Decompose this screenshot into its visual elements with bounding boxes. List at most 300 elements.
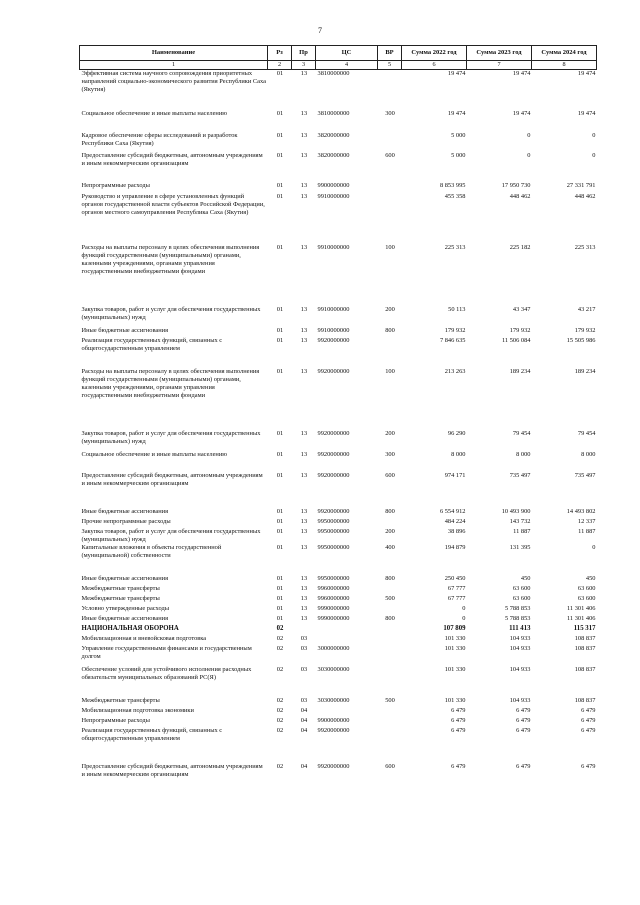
row-vr — [378, 472, 402, 508]
row-rz-text: 01 — [276, 367, 284, 375]
row-name-text: Иные бюджетные ассигнования — [81, 507, 169, 515]
row-sum-2023-text: 0 — [527, 131, 531, 139]
row-sum-2023 — [467, 645, 532, 666]
row-rz — [268, 585, 292, 595]
row-pr — [292, 327, 316, 337]
row-sum-2023 — [467, 666, 532, 697]
row-sum-2023 — [467, 132, 532, 152]
row-rz — [268, 368, 292, 430]
row-cs-text: 9910000000 — [317, 326, 350, 334]
row-rz-text: 01 — [276, 574, 284, 582]
row-name-text: НАЦИОНАЛЬНАЯ ОБОРОНА — [81, 624, 179, 632]
row-vr-text: 100 — [385, 367, 395, 375]
row-cs — [316, 182, 378, 193]
row-vr-text: 600 — [385, 471, 395, 479]
row-vr-text: 400 — [385, 543, 395, 551]
row-sum-2022-text: 6 479 — [451, 716, 466, 724]
row-sum-2022 — [402, 508, 467, 518]
row-sum-2023-text: 19 474 — [512, 70, 531, 77]
row-vr-text: 800 — [385, 326, 395, 334]
row-cs-text: 9950000000 — [317, 574, 350, 582]
row-cs — [316, 727, 378, 763]
row-vr — [378, 605, 402, 615]
column-number: 8 — [532, 61, 597, 70]
row-rz-text: 01 — [276, 181, 284, 189]
row-vr — [378, 182, 402, 193]
table-row — [80, 518, 597, 528]
row-sum-2022-text: 0 — [462, 604, 466, 612]
row-name — [80, 625, 268, 635]
row-cs-text: 9920000000 — [317, 367, 350, 375]
header-cs: ЦС — [316, 46, 378, 61]
row-cs-text: 9900000000 — [317, 716, 350, 724]
row-rz — [268, 625, 292, 635]
row-name — [80, 306, 268, 327]
row-sum-2024 — [532, 472, 597, 508]
row-pr-text: 13 — [300, 507, 308, 515]
row-pr — [292, 707, 316, 717]
row-cs — [316, 193, 378, 244]
row-sum-2023 — [467, 472, 532, 508]
row-cs-text: 3820000000 — [317, 131, 350, 139]
row-pr-text: 03 — [300, 696, 308, 704]
row-name-text: Закупка товаров, работ и услуг для обеспечения государственных (муниципальных) нужд — [81, 305, 261, 321]
row-pr — [292, 182, 316, 193]
row-sum-2024 — [532, 152, 597, 182]
row-sum-2023 — [467, 518, 532, 528]
row-sum-2023-text: 104 933 — [509, 634, 531, 642]
row-sum-2024-text: 225 313 — [574, 243, 596, 251]
row-name — [80, 605, 268, 615]
row-cs — [316, 132, 378, 152]
row-cs — [316, 306, 378, 327]
row-pr — [292, 472, 316, 508]
row-vr — [378, 368, 402, 430]
row-vr — [378, 717, 402, 727]
header-sum-2022: Сумма 2022 год — [402, 46, 467, 61]
row-sum-2022-text: 8 853 995 — [439, 181, 466, 189]
header-rz: Рз — [268, 46, 292, 61]
row-rz — [268, 451, 292, 472]
row-rz-text: 01 — [276, 594, 284, 602]
row-sum-2024-text: 450 — [585, 574, 596, 582]
row-rz-text: 01 — [276, 192, 284, 200]
row-sum-2023-text: 735 497 — [509, 471, 531, 479]
row-name-text: Иные бюджетные ассигнования — [81, 326, 169, 334]
row-sum-2023 — [467, 717, 532, 727]
row-sum-2022 — [402, 717, 467, 727]
row-cs — [316, 635, 378, 645]
row-rz-text: 01 — [276, 326, 284, 334]
row-name-text: Закупка товаров, работ и услуг для обеспечения государственных (муниципальных) нужд — [81, 429, 261, 445]
row-cs-text: 9990000000 — [317, 604, 350, 612]
row-sum-2023-text: 11 506 084 — [501, 336, 531, 344]
row-rz — [268, 110, 292, 132]
row-sum-2022 — [402, 635, 467, 645]
column-number: 2 — [268, 61, 292, 70]
row-rz — [268, 182, 292, 193]
row-sum-2024-text: 0 — [592, 151, 596, 159]
row-sum-2024 — [532, 763, 597, 783]
row-name-text: Условно утвержденные расходы — [81, 604, 170, 612]
row-sum-2023-text: 104 933 — [509, 665, 531, 673]
row-rz-text: 01 — [276, 507, 284, 515]
table-row — [80, 595, 597, 605]
row-vr — [378, 727, 402, 763]
row-vr-text: 200 — [385, 527, 395, 535]
row-sum-2023-text: 0 — [527, 151, 531, 159]
row-pr-text: 13 — [300, 151, 308, 159]
row-cs — [316, 508, 378, 518]
row-sum-2023 — [467, 625, 532, 635]
row-sum-2024-text: 63 600 — [577, 584, 596, 592]
column-number: 7 — [467, 61, 532, 70]
row-sum-2022-text: 19 474 — [447, 70, 466, 77]
table-row — [80, 306, 597, 327]
row-rz-text: 02 — [276, 644, 284, 652]
row-pr-text: 03 — [300, 634, 308, 642]
row-pr — [292, 132, 316, 152]
row-vr — [378, 110, 402, 132]
row-name-text: Предоставление субсидий бюджетным, автономным учреждениям и иным некоммерческим организациям — [81, 151, 263, 167]
row-sum-2024 — [532, 645, 597, 666]
row-sum-2023 — [467, 635, 532, 645]
row-sum-2023 — [467, 697, 532, 707]
row-name — [80, 244, 268, 306]
row-sum-2022 — [402, 615, 467, 625]
row-sum-2022-text: 213 263 — [444, 367, 466, 375]
row-sum-2024-text: 0 — [592, 543, 596, 551]
row-sum-2023 — [467, 306, 532, 327]
row-sum-2023 — [467, 368, 532, 430]
row-rz — [268, 528, 292, 544]
row-pr — [292, 625, 316, 635]
row-pr-text: 03 — [300, 644, 308, 652]
row-vr-text: 500 — [385, 696, 395, 704]
row-cs-text: 3810000000 — [317, 70, 350, 77]
row-sum-2022 — [402, 132, 467, 152]
row-sum-2022-text: 179 932 — [444, 326, 466, 334]
table-row — [80, 625, 597, 635]
row-sum-2024-text: 15 505 986 — [566, 336, 596, 344]
row-pr-text: 13 — [300, 326, 308, 334]
row-rz-text: 01 — [276, 109, 284, 117]
row-rz-text: 01 — [276, 429, 284, 437]
row-pr-text: 13 — [300, 574, 308, 582]
table-row — [80, 645, 597, 666]
row-sum-2024 — [532, 625, 597, 635]
row-cs-text: 9920000000 — [317, 471, 350, 479]
row-sum-2022-text: 101 330 — [444, 644, 466, 652]
row-rz — [268, 152, 292, 182]
row-rz — [268, 327, 292, 337]
row-sum-2023 — [467, 727, 532, 763]
row-pr-text: 13 — [300, 614, 308, 622]
row-sum-2024-text: 108 837 — [574, 634, 596, 642]
row-name-text: Межбюджетные трансферты — [81, 696, 160, 704]
row-sum-2024-text: 6 479 — [581, 706, 596, 714]
row-name — [80, 472, 268, 508]
row-cs-text: 9920000000 — [317, 507, 350, 515]
row-sum-2022 — [402, 763, 467, 783]
row-sum-2024 — [532, 368, 597, 430]
row-cs-text: 9920000000 — [317, 429, 350, 437]
row-name-text: Закупка товаров, работ и услуг для обеспечения государственных (муниципальных) нужд — [81, 527, 261, 543]
row-pr-text: 13 — [300, 109, 308, 117]
row-sum-2024-text: 27 331 791 — [566, 181, 596, 189]
column-number: 4 — [316, 61, 378, 70]
row-sum-2023-text: 225 182 — [509, 243, 531, 251]
row-sum-2023-text: 17 950 730 — [501, 181, 531, 189]
row-sum-2022-text: 107 809 — [443, 624, 466, 632]
row-sum-2024-text: 108 837 — [574, 665, 596, 673]
row-pr — [292, 605, 316, 615]
row-sum-2024 — [532, 528, 597, 544]
row-sum-2022 — [402, 544, 467, 575]
row-sum-2022 — [402, 697, 467, 707]
row-rz-text: 02 — [276, 762, 284, 770]
row-name-text: Прочие непрограммные расходы — [81, 517, 171, 525]
row-name — [80, 152, 268, 182]
table-row — [80, 575, 597, 585]
row-sum-2024-text: 179 932 — [574, 326, 596, 334]
row-name — [80, 544, 268, 575]
row-sum-2023-text: 111 413 — [509, 624, 531, 632]
row-rz — [268, 575, 292, 585]
row-sum-2022-text: 7 846 635 — [439, 336, 466, 344]
row-sum-2022-text: 6 479 — [451, 726, 466, 734]
row-sum-2022 — [402, 645, 467, 666]
row-sum-2022 — [402, 244, 467, 306]
row-sum-2022 — [402, 368, 467, 430]
row-name — [80, 327, 268, 337]
row-rz — [268, 244, 292, 306]
row-name-text: Мобилизационная подготовка экономики — [81, 706, 194, 714]
row-name-text: Межбюджетные трансферты — [81, 584, 160, 592]
table-row — [80, 430, 597, 451]
row-sum-2024 — [532, 244, 597, 306]
row-name — [80, 337, 268, 368]
row-sum-2024-text: 735 497 — [574, 471, 596, 479]
row-sum-2022-text: 6 479 — [451, 762, 466, 770]
row-vr-text: 200 — [385, 429, 395, 437]
row-name — [80, 518, 268, 528]
row-pr — [292, 518, 316, 528]
table-row — [80, 585, 597, 595]
table-row — [80, 544, 597, 575]
row-sum-2024 — [532, 717, 597, 727]
row-vr-text: 200 — [385, 305, 395, 313]
column-number: 5 — [378, 61, 402, 70]
row-cs — [316, 697, 378, 707]
row-sum-2022 — [402, 518, 467, 528]
row-cs-text: 9920000000 — [317, 726, 350, 734]
column-number: 1 — [80, 61, 268, 70]
header-sum-2023: Сумма 2023 год — [467, 46, 532, 61]
row-name-text: Эффективная система научного сопровождения приоритетных направлений социально-экономического развития Республики Саха (Якутия) — [81, 70, 266, 93]
row-rz-text: 01 — [276, 243, 284, 251]
row-sum-2024-text: 12 337 — [577, 517, 596, 525]
row-sum-2022 — [402, 727, 467, 763]
row-rz — [268, 337, 292, 368]
row-sum-2024 — [532, 605, 597, 615]
row-sum-2022-text: 484 224 — [444, 517, 466, 525]
row-sum-2024-text: 108 837 — [574, 696, 596, 704]
row-name — [80, 430, 268, 451]
row-cs — [316, 615, 378, 625]
row-sum-2023-text: 143 732 — [509, 517, 531, 525]
row-vr — [378, 697, 402, 707]
row-sum-2023 — [467, 528, 532, 544]
row-pr — [292, 451, 316, 472]
row-sum-2024 — [532, 132, 597, 152]
row-name — [80, 132, 268, 152]
row-rz — [268, 697, 292, 707]
row-vr-text: 600 — [385, 151, 395, 159]
row-sum-2024 — [532, 518, 597, 528]
row-cs-text: 9910000000 — [317, 192, 350, 200]
row-cs — [316, 585, 378, 595]
row-pr — [292, 697, 316, 707]
row-rz-text: 02 — [276, 726, 284, 734]
row-rz — [268, 544, 292, 575]
row-sum-2024 — [532, 337, 597, 368]
row-sum-2024-text: 14 493 802 — [566, 507, 596, 515]
row-cs — [316, 707, 378, 717]
row-vr — [378, 595, 402, 605]
row-sum-2022 — [402, 625, 467, 635]
row-sum-2024 — [532, 193, 597, 244]
row-sum-2023 — [467, 615, 532, 625]
row-cs — [316, 518, 378, 528]
row-vr — [378, 585, 402, 595]
row-pr — [292, 70, 316, 110]
table-row — [80, 451, 597, 472]
row-name — [80, 707, 268, 717]
row-pr-text: 04 — [300, 706, 308, 714]
row-sum-2024 — [532, 707, 597, 717]
table-row — [80, 717, 597, 727]
row-cs — [316, 110, 378, 132]
column-number: 6 — [402, 61, 467, 70]
row-sum-2023-text: 11 887 — [513, 527, 531, 535]
row-name — [80, 727, 268, 763]
row-pr — [292, 368, 316, 430]
row-cs-text: 9920000000 — [317, 336, 350, 344]
row-name-text: Кадровое обеспечение сферы исследований и разработок Республики Саха (Якутия) — [81, 131, 238, 147]
row-vr — [378, 430, 402, 451]
row-pr — [292, 727, 316, 763]
row-vr — [378, 337, 402, 368]
row-vr-text: 600 — [385, 762, 395, 770]
row-sum-2022 — [402, 595, 467, 605]
row-vr-text: 500 — [385, 594, 395, 602]
row-name — [80, 575, 268, 585]
row-sum-2024-text: 63 600 — [577, 594, 596, 602]
row-sum-2022-text: 50 113 — [448, 305, 466, 313]
row-cs — [316, 575, 378, 585]
row-vr-text: 300 — [385, 109, 395, 117]
row-name-text: Реализация государственных функций, связанных с общегосударственным управлением — [81, 726, 223, 742]
row-sum-2024-text: 11 301 406 — [566, 614, 596, 622]
row-pr-text: 13 — [300, 243, 308, 251]
row-sum-2022-text: 101 330 — [444, 634, 466, 642]
row-name — [80, 595, 268, 605]
row-pr-text: 13 — [300, 517, 308, 525]
row-sum-2022-text: 0 — [462, 614, 466, 622]
row-name-text: Реализация государственных функций, связанных с общегосударственным управлением — [81, 336, 223, 352]
row-rz-text: 01 — [276, 450, 284, 458]
row-sum-2022 — [402, 666, 467, 697]
row-sum-2024 — [532, 697, 597, 707]
table-row — [80, 368, 597, 430]
row-sum-2024 — [532, 110, 597, 132]
row-pr-text: 13 — [300, 429, 308, 437]
row-pr — [292, 763, 316, 783]
row-pr-text: 03 — [300, 665, 308, 673]
table-row — [80, 528, 597, 544]
row-sum-2024 — [532, 508, 597, 518]
row-sum-2022 — [402, 110, 467, 132]
table-row — [80, 615, 597, 625]
row-rz-text: 02 — [276, 706, 284, 714]
row-vr — [378, 306, 402, 327]
row-name — [80, 110, 268, 132]
table-row — [80, 327, 597, 337]
table-row — [80, 666, 597, 697]
budget-table — [79, 45, 597, 783]
row-pr — [292, 544, 316, 575]
row-vr — [378, 132, 402, 152]
row-vr — [378, 575, 402, 585]
row-sum-2024 — [532, 306, 597, 327]
row-name-text: Непрограммные расходы — [81, 716, 150, 724]
row-name — [80, 585, 268, 595]
row-sum-2023 — [467, 327, 532, 337]
table-row — [80, 707, 597, 717]
row-pr-text: 04 — [300, 716, 308, 724]
table-body — [80, 70, 597, 783]
row-rz-text: 01 — [276, 471, 284, 479]
row-sum-2022-text: 6 554 912 — [439, 507, 466, 515]
row-rz — [268, 707, 292, 717]
row-cs-text: 9910000000 — [317, 305, 350, 313]
table-row — [80, 635, 597, 645]
row-sum-2024-text: 115 317 — [573, 624, 596, 632]
row-sum-2023-text: 6 479 — [516, 716, 531, 724]
row-cs — [316, 544, 378, 575]
row-pr-text: 13 — [300, 584, 308, 592]
row-rz-text: 01 — [276, 527, 284, 535]
row-sum-2024 — [532, 727, 597, 763]
page-number: 7 — [318, 26, 322, 35]
row-sum-2024 — [532, 327, 597, 337]
row-sum-2023-text: 448 462 — [509, 192, 531, 200]
row-sum-2023-text: 79 454 — [512, 429, 531, 437]
row-pr-text: 13 — [300, 70, 308, 77]
row-rz-text: 02 — [276, 716, 284, 724]
row-sum-2023 — [467, 605, 532, 615]
row-cs — [316, 244, 378, 306]
row-rz-text: 01 — [276, 517, 284, 525]
row-pr — [292, 337, 316, 368]
row-sum-2024-text: 8 000 — [581, 450, 596, 458]
row-sum-2023-text: 10 493 900 — [501, 507, 531, 515]
row-sum-2022-text: 67 777 — [447, 594, 466, 602]
row-name — [80, 763, 268, 783]
row-sum-2022-text: 101 330 — [444, 696, 466, 704]
row-vr-text: 100 — [385, 243, 395, 251]
